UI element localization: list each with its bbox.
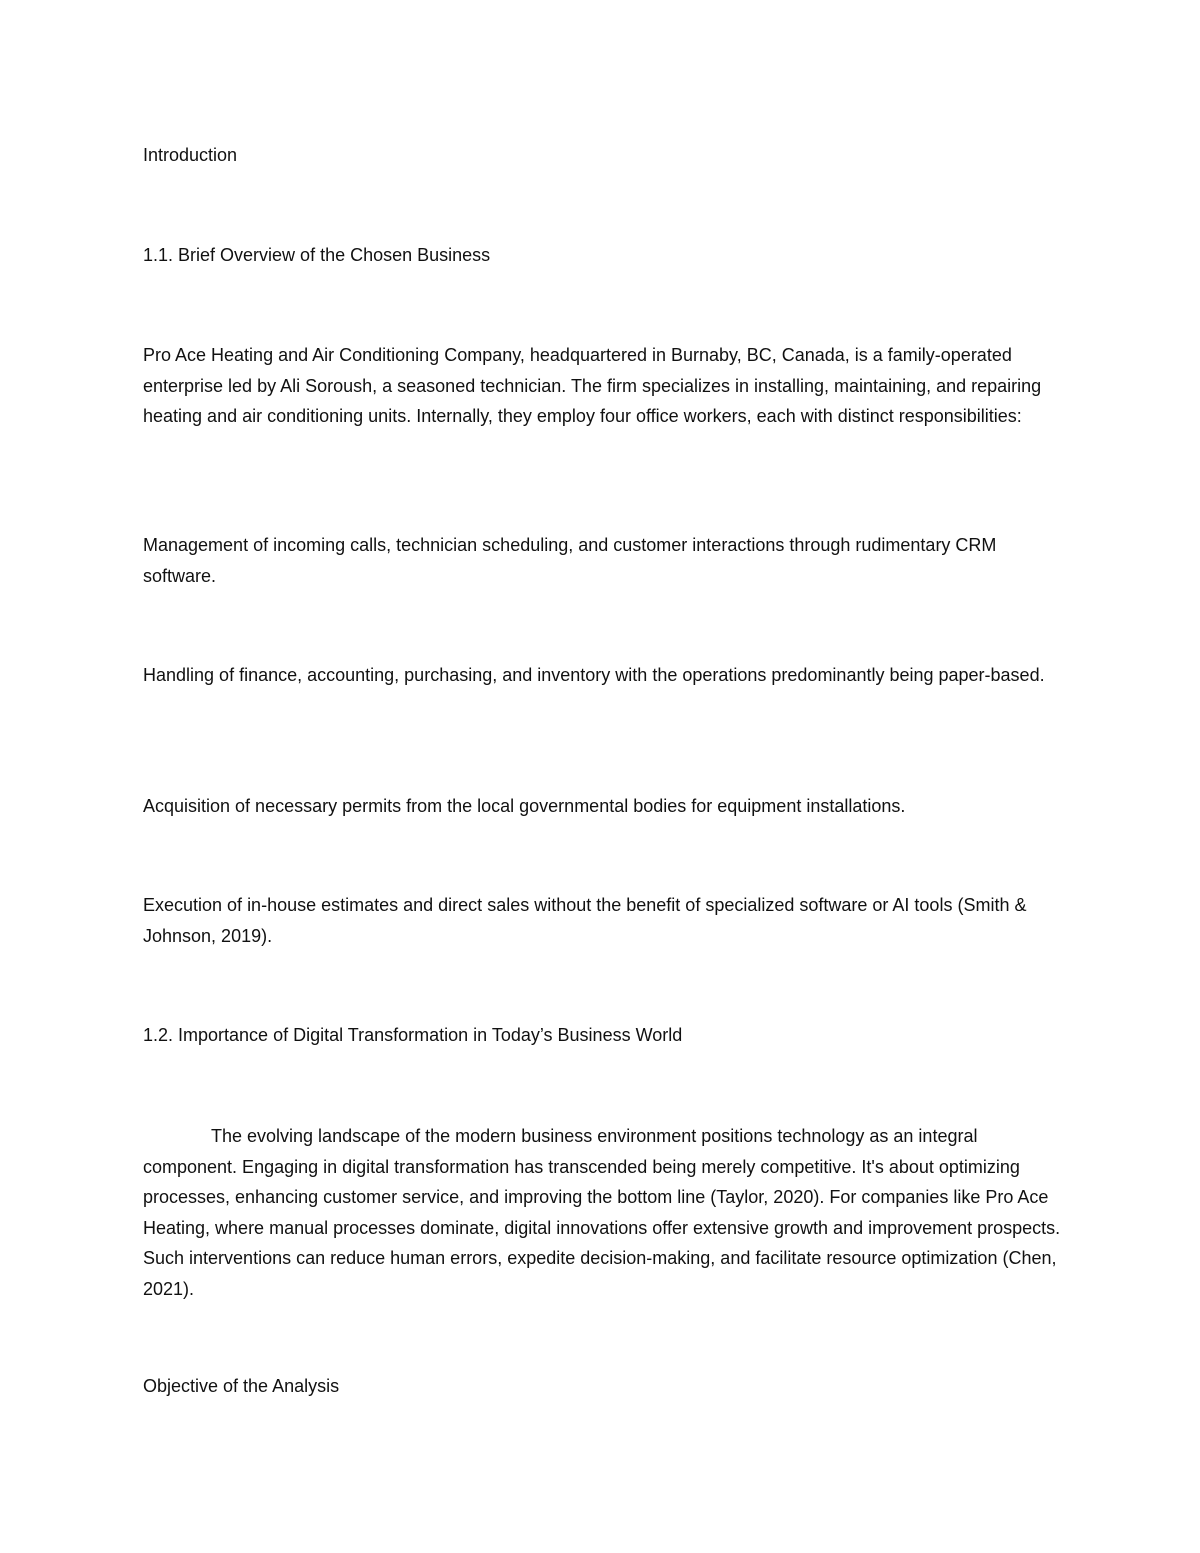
- responsibility-item: Management of incoming calls, technician scheduling, and customer interactions through rudimentary CRM software.: [143, 535, 997, 586]
- business-overview-paragraph: Pro Ace Heating and Air Conditioning Company, headquartered in Burnaby, BC, Canada, is a family-operated enterprise led by Ali Soroush, a seasoned technician. The firm specializes in installing, maintaining, and repairing heating and air conditioning units. Internally, they employ four office workers, each with distinct responsibilities:: [143, 345, 1042, 426]
- digital-transformation-paragraph: The evolving landscape of the modern business environment positions technology as an integral component. Engaging in digital transformation has transcended being merely competitive. It's about optimizing processes, enhancing customer service, and improving the bottom line (Taylor, 2020). For companies like Pro Ace Heating, where manual processes dominate, digital innovations offer extensive growth and improvement prospects. Such interventions can reduce human errors, expedite decision-making, and facilitate resource optimization (Chen, 2021).: [143, 1126, 1061, 1299]
- section-1-2-heading: 1.2. Importance of Digital Transformation in Today’s Business World: [143, 1025, 683, 1045]
- section-1-1-heading: 1.1. Brief Overview of the Chosen Business: [143, 245, 491, 265]
- responsibility-item: Acquisition of necessary permits from the local governmental bodies for equipment installations.: [143, 796, 906, 816]
- objective-heading: Objective of the Analysis: [143, 1376, 340, 1396]
- responsibility-item: Handling of finance, accounting, purchasing, and inventory with the operations predominantly being paper-based.: [143, 665, 1045, 685]
- responsibility-item: Execution of in-house estimates and direct sales without the benefit of specialized software or AI tools (Smith & Johnson, 2019).: [143, 895, 1027, 946]
- introduction-heading: Introduction: [143, 145, 238, 165]
